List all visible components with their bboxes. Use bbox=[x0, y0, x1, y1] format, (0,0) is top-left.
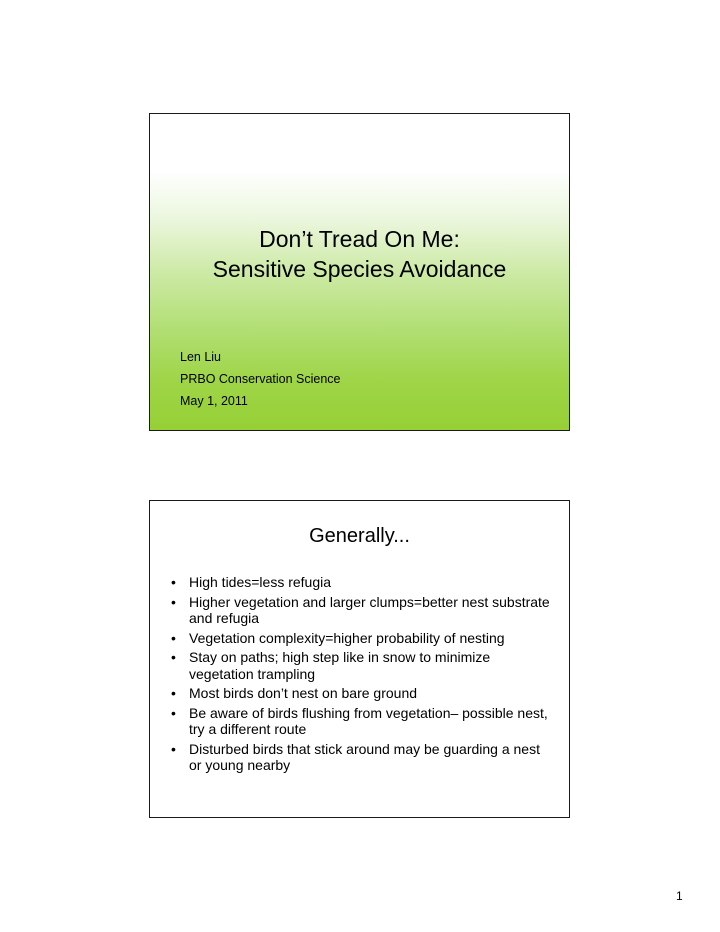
list-item-text: Be aware of birds flushing from vegetation– possible nest, try a different route bbox=[189, 704, 548, 737]
bullet-icon: • bbox=[171, 685, 176, 701]
list-item bbox=[171, 741, 551, 774]
list-item-text: High tides=less refugia bbox=[189, 574, 332, 590]
slide-title-line-1: Don’t Tread On Me: bbox=[259, 226, 460, 252]
list-item bbox=[171, 630, 551, 647]
bullet-icon: • bbox=[171, 704, 176, 721]
page-number: 1 bbox=[676, 889, 683, 903]
organization-name: PRBO Conservation Science bbox=[180, 372, 341, 386]
bullet-icon: • bbox=[171, 649, 176, 665]
list-item bbox=[171, 685, 551, 702]
presentation-date: May 1, 2011 bbox=[180, 394, 248, 408]
title-slide bbox=[149, 113, 570, 431]
list-item-text: Vegetation complexity=higher probability of nesting bbox=[189, 629, 505, 646]
list-item-text: Stay on paths; high step like in snow to minimize vegetation trampling bbox=[189, 649, 491, 682]
list-item bbox=[171, 594, 551, 627]
list-item-text: Disturbed birds that stick around may be guarding a nest or young nearby bbox=[189, 740, 540, 773]
list-item bbox=[171, 705, 551, 738]
bullet-list bbox=[171, 574, 551, 777]
presenter-info bbox=[180, 346, 341, 412]
list-item-text: Higher vegetation and larger clumps=better nest substrate and refugia bbox=[189, 593, 550, 626]
bullet-icon: • bbox=[171, 629, 176, 646]
content-slide-title: Generally... bbox=[309, 525, 410, 547]
list-item bbox=[171, 574, 551, 591]
bullet-icon: • bbox=[171, 740, 176, 757]
bullet-icon: • bbox=[171, 574, 176, 590]
bullet-icon: • bbox=[171, 593, 176, 610]
list-item-text: Most birds don’t nest on bare ground bbox=[189, 685, 418, 701]
content-slide bbox=[149, 500, 570, 818]
slide-title-line-2: Sensitive Species Avoidance bbox=[212, 256, 507, 282]
slide-title bbox=[150, 224, 569, 284]
author-name: Len Liu bbox=[180, 350, 222, 364]
list-item bbox=[171, 649, 551, 682]
